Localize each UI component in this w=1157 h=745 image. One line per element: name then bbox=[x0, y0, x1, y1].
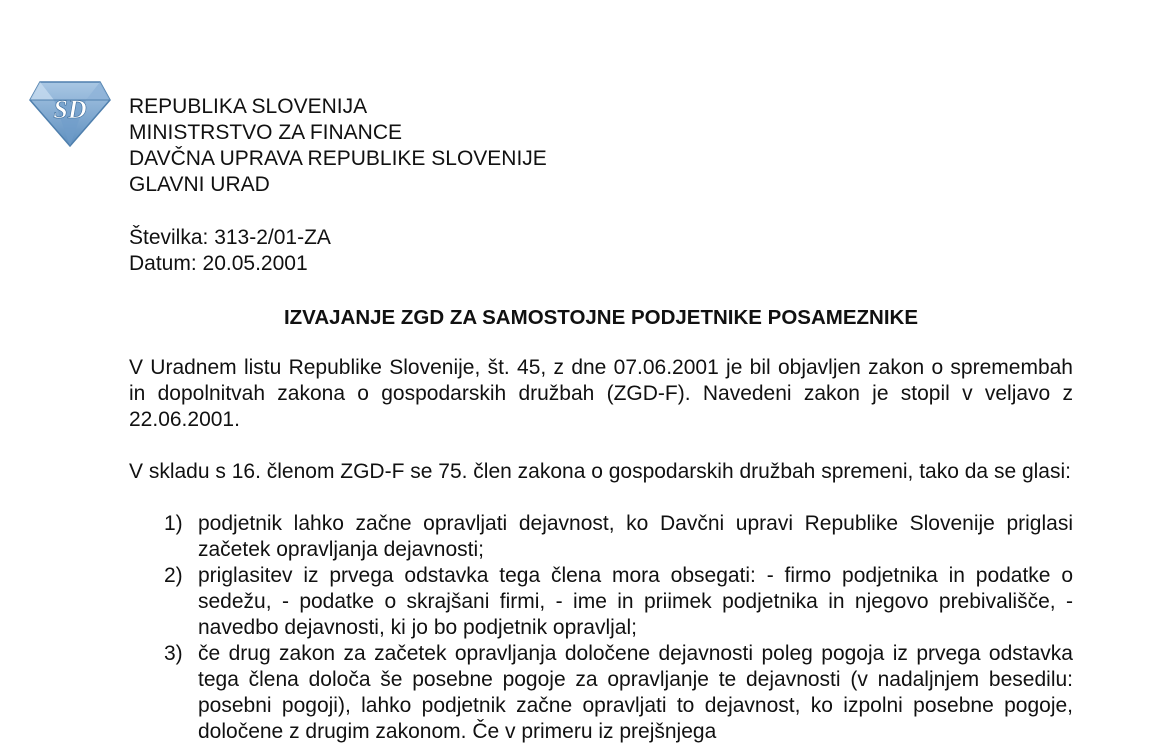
list-item-number: 3) bbox=[164, 642, 183, 665]
list-item bbox=[129, 511, 1073, 563]
document-meta bbox=[129, 225, 331, 277]
list-item-number: 2) bbox=[164, 564, 183, 587]
letterhead-line-country: REPUBLIKA SLOVENIJA bbox=[129, 95, 368, 118]
list-item-number: 1) bbox=[164, 512, 183, 535]
list-item-text: če drug zakon za začetek opravljanja določene dejavnosti poleg pogoja iz prvega odstavka tega člena določa še posebne pogoje za opravljanje te dejavnosti (v nadaljnjem besedilu: posebni pogoji), lahko podjetnik začne opravljati to dejavnost, ko izpolni posebne pogoje, določene z drugim zakonom. Če v primeru iz prejšnjega bbox=[198, 642, 1073, 743]
paragraph-intro: V Uradnem listu Republike Slovenije, št. 45, z dne 07.06.2001 je bil objavljen zakon o spremembah in dopolnitvah zakona o gospodarskih družbah (ZGD-F). Navedeni zakon je stopil v veljavo z 22.06.2001. bbox=[129, 356, 1073, 431]
list-item bbox=[129, 563, 1073, 641]
numbered-list bbox=[129, 511, 1073, 745]
letterhead-line-authority: DAVČNA UPRAVA REPUBLIKE SLOVENIJE bbox=[129, 147, 547, 170]
list-item-text: podjetnik lahko začne opravljati dejavnost, ko Davčni upravi Republike Slovenije priglasi začetek opravljanja dejavnosti; bbox=[198, 512, 1073, 561]
list-item-text: priglasitev iz prvega odstavka tega člena mora obsegati: - firmo podjetnika in podatke o sedežu, - podatke o skrajšani firmi, - ime in priimek podjetnika in njegovo prebivališče, - navedbo dejavnosti, ki jo bo podjetnik opravljal; bbox=[198, 564, 1073, 639]
sd-diamond-logo-icon bbox=[28, 78, 112, 148]
letterhead-line-office: GLAVNI URAD bbox=[129, 173, 270, 196]
letterhead bbox=[129, 94, 547, 198]
list-item bbox=[129, 641, 1073, 745]
logo-lettering: SD bbox=[53, 95, 87, 124]
letterhead-line-ministry: MINISTRSTVO ZA FINANCE bbox=[129, 121, 403, 144]
document-number: Številka: 313-2/01-ZA bbox=[129, 226, 331, 249]
paragraph-article: V skladu s 16. členom ZGD-F se 75. člen zakona o gospodarskih družbah spremeni, tako da se glasi: bbox=[129, 460, 1071, 483]
document-date: Datum: 20.05.2001 bbox=[129, 252, 308, 275]
document-title: IZVAJANJE ZGD ZA SAMOSTOJNE PODJETNIKE POSAMEZNIKE bbox=[283, 306, 919, 329]
